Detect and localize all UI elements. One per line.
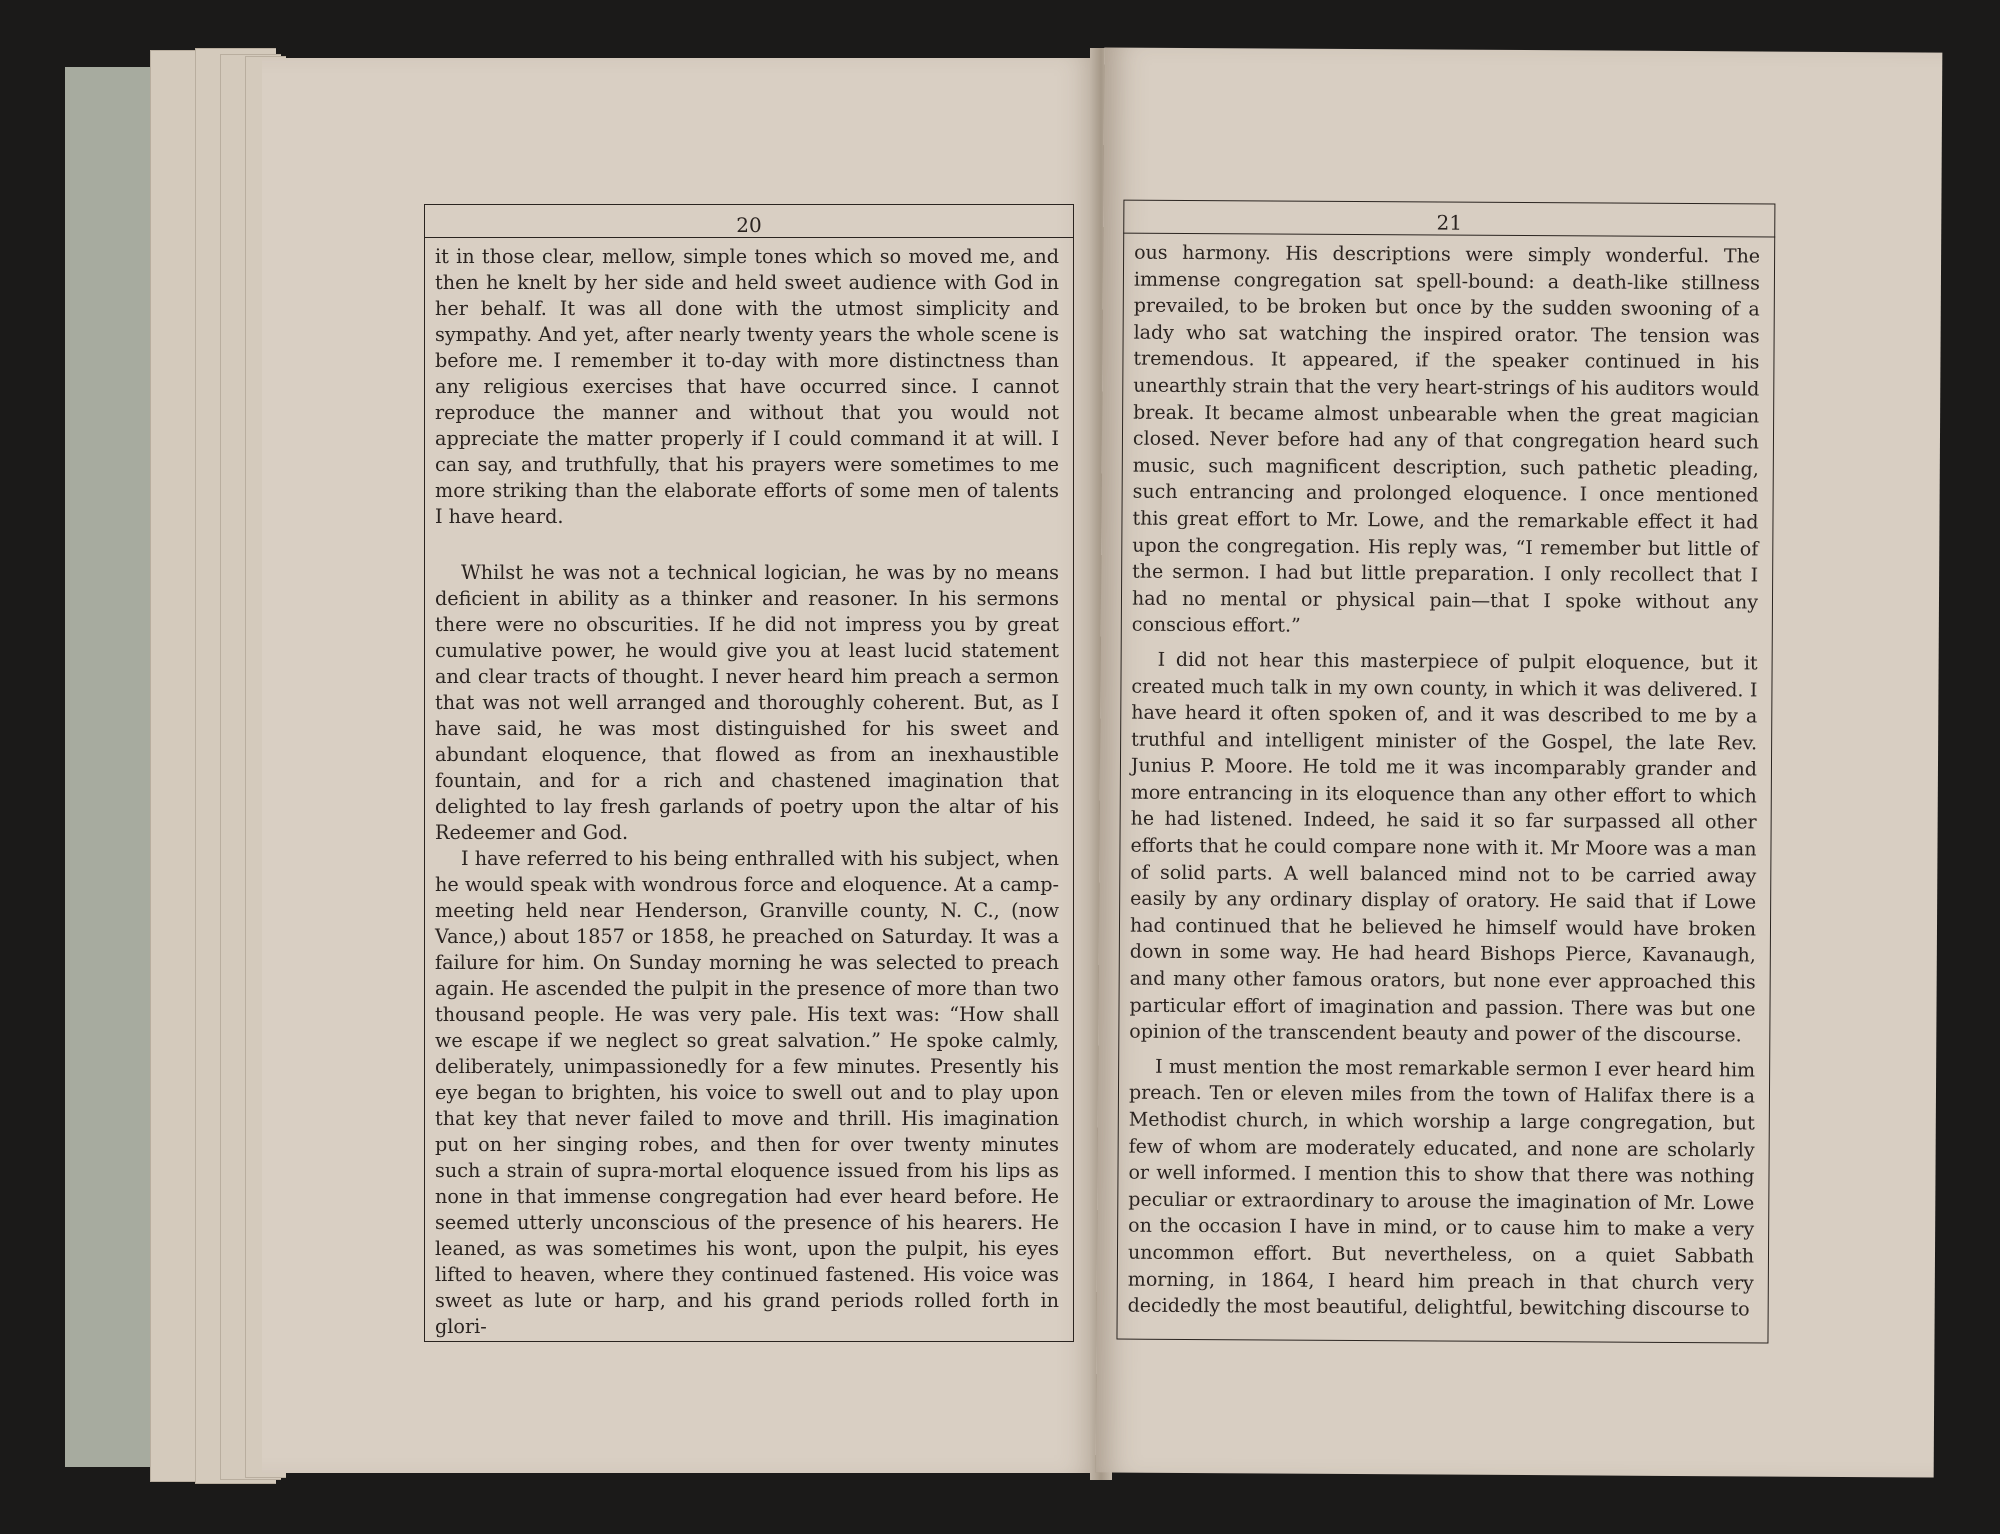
text-frame <box>1116 200 1775 1344</box>
paragraph: I must mention the most remarkable sermon I ever heard him preach. Ten or eleven miles from the town of Halifax there is a Methodist church, in which worship a large congregation, but few of whom are moderately educated, and none are scholarly or well informed. I mention this to show that there was nothing peculiar or extraordinary to arouse the imagination of Mr. Lowe on the occasion I have in mind, or to cause him to make a very uncommon effort. But nevertheless, on a quiet Sabbath morning, in 1864, I heard him preach in that church very decidedly the most beautiful, delightful, bewitching discourse to <box>1127 1055 1756 1321</box>
left-page <box>262 58 1100 1473</box>
paragraph: it in those clear, mellow, simple tones which so moved me, and then he knelt by her side and held sweet audience with God in her behalf. It was all done with the utmost simplicity and sympathy. And yet, after nearly twenty years the whole scene is before me. I remember it to-day with more distinctness than any religious exercises that have occurred since. I cannot reproduce the manner and without that you would not appreciate the matter properly if I could command it at will. I can say, and truthfully, that his prayers were sometimes to me more striking than the elaborate efforts of some men of talents I have heard. <box>435 245 1059 528</box>
right-page <box>1096 47 1943 1477</box>
page-text <box>425 238 1073 1340</box>
paragraph: Whilst he was not a technical logician, he was by no means deficient in ability as a thinker and reasoner. In his sermons there were no obscurities. If he did not impress you by great cumulative power, he would give you at least lucid statement and clear tracts of thought. I never heard him preach a sermon that was not well arranged and thoroughly coherent. But, as I have said, he was most distinguished for his sweet and abundant eloquence, that flowed as from an inexhaustible fountain, and for a rich and chastened imagination that delighted to lay fresh garlands of poetry upon the altar of his Redeemer and God. <box>435 561 1059 844</box>
page-number: 20 <box>424 205 1074 238</box>
paragraph: ous harmony. His descriptions were simply wonderful. The immense congregation sat spell-bound: a death-like stillness prevailed, to be broken but once by the sudden swooning of a lady who sat watching the inspired orator. The tension was tremendous. It appeared, if the speaker continued in his unearthly strain that the very heart-strings of his auditors would break. It became almost unbearable when the great magician closed. Never before had any of that congregation heard such music, such magnificent description, such pathetic pleading, such entrancing and prolonged eloquence. I once mentioned this great effort to Mr. Lowe, and the remarkable effect it had upon the congregation. His reply was, “I remember but little of the sermon. I had but little preparation. I only recollect that I had no mental or physical pain—that I spoke without any conscious effort.” <box>1131 241 1761 637</box>
paragraph: I have referred to his being enthralled with his subject, when he would speak with wondrous force and eloquence. At a camp-meeting held near Henderson, Granville county, N. C., (now Vance,) about 1857 or 1858, he preached on Saturday. It was a failure for him. On Sunday morning he was selected to preach again. He ascended the pulpit in the presence of more than two thousand people. He was very pale. His text was: “How shall we escape if we neglect so great salvation.” He spoke calmly, deliberately, unimpassionedly for a few minutes. Presently his eye began to brighten, his voice to swell out and to play upon that key that never failed to move and thrill. His imagination put on her singing robes, and then for over twenty minutes such a strain of supra-mortal eloquence issued from his lips as none in that immense congregation had ever heard before. He seemed utterly unconscious of the presence of his hearers. He leaned, as was sometimes his wont, upon the pulpit, his eyes lifted to heaven, where they continued fastened. His voice was sweet as lute or harp, and his grand periods rolled forth in glori- <box>435 847 1059 1338</box>
page-text <box>1118 234 1775 1324</box>
text-frame <box>424 204 1074 1342</box>
page-number: 21 <box>1123 201 1775 238</box>
paragraph: I did not hear this masterpiece of pulpit eloquence, but it created much talk in my own county, in which it was delivered. I have heard it often spoken of, and it was described to me by a truthful and intelligent minister of the Gospel, the late Rev. Junius P. Moore. He told me it was incomparably grander and more entrancing in its eloquence than any other effort to which he had listened. Indeed, he said it so far surpassed all other efforts that he could compare none with it. Mr Moore was a man of solid parts. A well balanced mind not to be carried away easily by any ordinary display of oratory. He said that if Lowe had continued that he believed he himself would have broken down in some way. He had heard Bishops Pierce, Kavanaugh, and many other famous orators, but none ever approached this particular effort of imagination and passion. There was but one opinion of the transcendent beauty and power of the discourse. <box>1129 648 1758 1047</box>
